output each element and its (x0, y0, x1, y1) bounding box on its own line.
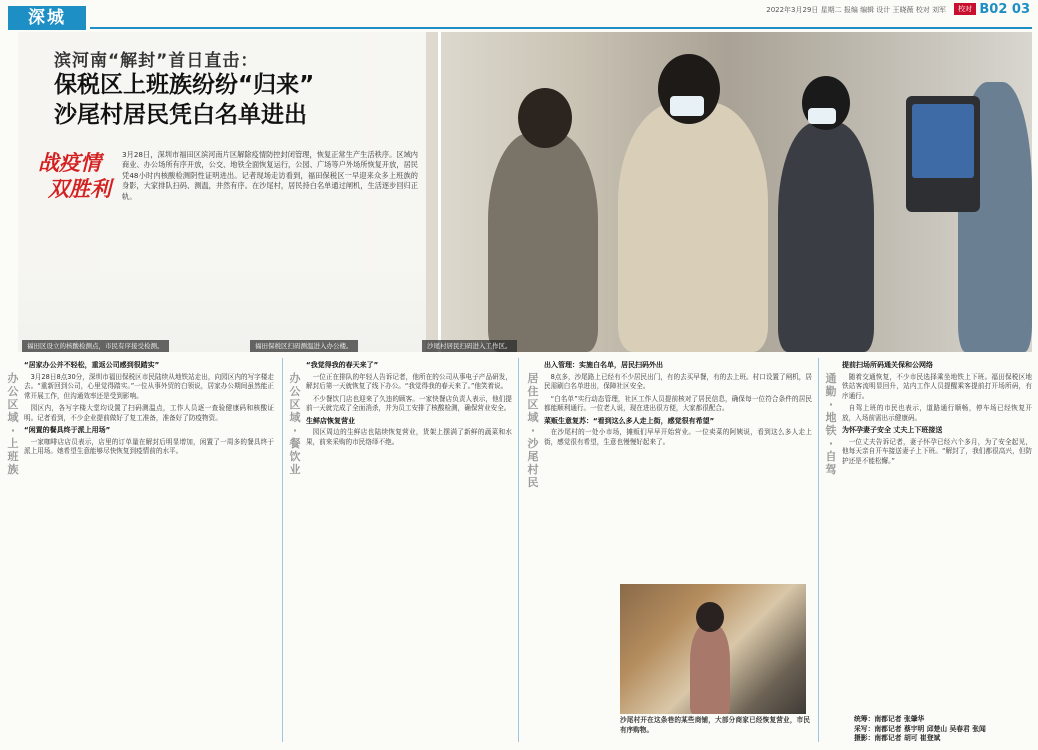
paragraph: 不少餐饮门店也迎来了久违的顾客。一家快餐店负责人表示，他们提前一天就完成了全面消杀，并为员工安排了核酸检测，确保营业安全。 (306, 394, 512, 412)
paragraph: 一位正在排队的年轻人告诉记者，他所在的公司从事电子产品研发，解封后第一天就恢复了线下办公。“我觉得我的春天来了。”他笑着说。 (306, 372, 512, 390)
subhead: 菜贩生意复苏：“看到这么多人走上街，感觉很有希望” (544, 416, 715, 425)
paragraph: 随着交通恢复，不少市民选择乘坐地铁上下班。福田保税区地铁站客流明显回升，站内工作人员提醒乘客提前打开场所码，有序通行。 (842, 372, 1032, 400)
credit-line: 摄影：南都记者 胡可 崔登斌 (854, 734, 941, 742)
credit-line: 采写：南都记者 蔡宇明 邱楚山 吴春君 张闻 (854, 724, 986, 733)
figure-person (778, 122, 874, 352)
subhead: 生鲜店恢复营业 (306, 416, 355, 425)
masthead (0, 0, 1038, 32)
slogan-line-2: 双胜利 (48, 177, 111, 201)
paragraph: 3月28日8点30分，深圳市福田保税区市民陆续从地铁站走出，向园区内的写字楼走去。“重新回到公司，心里觉得踏实。”一位从事外贸的白领说，居家办公期间虽然能正常开展工作，但沟通效率还是受到影响。 (24, 372, 274, 400)
side-label: 通勤·地铁·自驾 (825, 372, 837, 476)
photo-caption: 福田保税区扫码测温进入办公楼。 (250, 340, 358, 352)
photo-caption: 沙尾村开在这条巷的某些商铺，大部分商家已经恢复营业，市民有序购物。 (620, 716, 810, 734)
masthead-rule (90, 27, 1032, 29)
figure-person (618, 102, 768, 352)
scanner-terminal (906, 96, 980, 212)
paragraph: 8点多，沙尾路上已经有不少居民出门，有的去买早餐，有的去上班。村口设置了闸机，居民需刷白名单进出，保障社区安全。 (544, 372, 812, 390)
column-rule (818, 358, 819, 742)
headline-kicker: 滨河南“解封”首日直击： (54, 51, 259, 71)
article-body (0, 352, 1038, 750)
column-rule (282, 358, 283, 742)
paragraph: 自驾上班的市民也表示，道路通行顺畅，停车场已经恢复开放，入场前需出示健康码。 (842, 404, 1032, 422)
column-title: “居家办公并不轻松，重返公司感到很踏实” (24, 361, 160, 369)
credit-line: 统筹：南都记者 张肇华 (854, 715, 925, 723)
slogan-line-1: 战疫情 (38, 151, 101, 175)
column-rule (518, 358, 519, 742)
paragraph: 一家咖啡店店员表示，店里的订单量在解封后明显增加，闲置了一周多的餐具终于派上用场。她希望生意能够尽快恢复到疫情前的水平。 (24, 437, 274, 455)
column-1 (24, 358, 274, 746)
dateline: 2022年3月29日 星期二 报编 编辑 设计 王晓薇 校对 刘军 (766, 6, 946, 14)
photo-caption: 福田区设立的核酸检测点，市民有序接受检测。 (22, 340, 169, 352)
subhead: 为怀孕妻子安全 丈夫上下班接送 (842, 426, 943, 434)
figure-person (690, 624, 730, 714)
column-3 (544, 358, 812, 582)
headline-panel (18, 32, 426, 352)
paragraph: 园区周边的生鲜店也陆续恢复营业，货架上摆满了新鲜的蔬菜和水果，前来采购的市民络绎不绝。 (306, 428, 512, 446)
lead-paragraph: 3月28日，深圳市福田区滨河南片区解除疫情防控封闭管理，恢复正常生产生活秩序。区域内商业、办公场所有序开放，公交、地铁全面恢复运行，公园、广场等户外场所恢复开放，居民凭48小时内核酸检测阴性证明进出。记者现场走访看到，福田保税区一早迎来众多上班族的身影，大家排队扫码、测温，井然有序。在沙尾村，居民持白名单通过闸机，生活逐步回归正轨。 (122, 150, 418, 201)
face-mask (808, 108, 836, 124)
figure-person (488, 132, 598, 352)
section-tag: 深城 (8, 6, 86, 30)
headline-line-2: 沙尾村居民凭白名单进出 (54, 102, 307, 128)
paragraph: “白名单”实行动态管理，社区工作人员提前核对了居民信息，确保每一位符合条件的居民都能顺利通行。一位老人说，现在进出很方便，大家都很配合。 (544, 394, 812, 412)
hero-photo (18, 32, 1032, 352)
side-label: 办公区域·餐饮业 (289, 372, 301, 476)
market-photo (620, 584, 806, 714)
side-label: 居住区域·沙尾村民 (527, 372, 539, 489)
side-label: 办公区域·上班族 (7, 372, 19, 476)
column-title: 出入管理：实施白名单，居民扫码外出 (544, 361, 663, 369)
photo-caption: 沙尾村居民扫码进入工作区。 (422, 340, 517, 352)
subhead: “闲置的餐具终于派上用场” (24, 426, 111, 434)
figure-head (518, 88, 572, 148)
scanner-screen (912, 104, 974, 178)
slogan-logo (38, 150, 124, 230)
paragraph: 在沙尾村的一处小市场，摊贩们早早开始营业。一位卖菜的阿姨说，看到这么多人走上街，感觉很有希望，生意也慢慢好起来了。 (544, 428, 812, 446)
headline (54, 70, 414, 130)
editor-badge: 校对 (954, 3, 976, 15)
page-number: B02 03 (979, 2, 1030, 17)
face-mask (670, 96, 704, 116)
paragraph: 一位丈夫告诉记者，妻子怀孕已经六个多月，为了安全起见，他每天亲自开车接送妻子上下班。“解封了，我们都很高兴，但防护还是不能松懈。” (842, 437, 1032, 465)
column-title: 提前扫场所码通关保和公网络 (842, 361, 933, 369)
column-4 (842, 358, 1032, 710)
photo-divider (438, 32, 441, 352)
column-title: “我觉得我的春天来了” (306, 361, 379, 369)
credits (854, 715, 1034, 744)
figure-head (696, 602, 724, 632)
headline-line-1: 保税区上班族纷纷“归来” (54, 72, 315, 98)
paragraph: 园区内，各写字楼大堂均设置了扫码测温点，工作人员逐一查验健康码和核酸证明。记者看到，不少企业提前做好了复工准备，准备好了防疫物资。 (24, 404, 274, 422)
column-2 (306, 358, 512, 746)
